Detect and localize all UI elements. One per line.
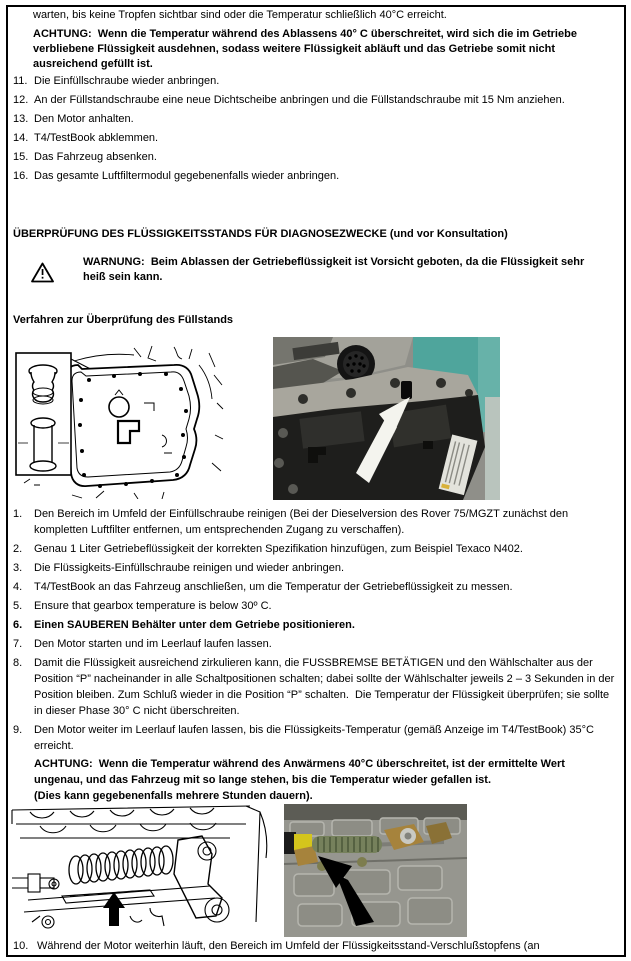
step-item [13, 617, 617, 633]
warning-text: WARNUNG: Beim Ablassen der Getriebeflüssigkeit ist Vorsicht geboten, da die Flüssigkeit sehr heiß sein kann. [83, 256, 585, 283]
step-number: 8. [13, 657, 23, 669]
step-number: 10. [13, 940, 29, 952]
step-number: 11. [13, 75, 28, 87]
step-number: 9. [13, 724, 23, 736]
step-ten [13, 938, 617, 957]
step-list-upper [13, 73, 613, 187]
step-text: Den Motor anhalten. [34, 113, 134, 125]
step-text: Damit die Flüssigkeit ausreichend zirkulieren kann, die FUSSBREMSE BETÄTIGEN und den Wählschalter aus der Position “P” nacheinander in alle Schaltpositionen schalten; dabei sollte der Wählschalter jeweils 2 – 3 Sekunden in der Position bleiben. Zum Schluß wieder in die Position “P” schalten. Die Temperatur der Flüssigkeit überprüfen; sie sollte in dieser Phase 30° C nicht überschreiten. [34, 657, 615, 717]
step-text: Die Einfüllschraube wieder anbringen. [34, 75, 220, 87]
step-number: 6. [13, 619, 23, 631]
step-item [13, 598, 617, 614]
step-number: 15. [13, 151, 29, 163]
black-arrow-marker [103, 892, 125, 926]
step-item [13, 541, 617, 557]
step-text: Das Fahrzeug absenken. [34, 151, 157, 163]
step-item [13, 636, 617, 652]
caution-paragraph-lower: ACHTUNG: Wenn die Temperatur während des Anwärmens 40°C überschreitet, ist der ermittelte Wert ungenau, und das Fahrzeug mit so lange stehen, bis die Temperatur wieder gefallen ist. [34, 758, 565, 786]
step-text: Einen SAUBEREN Behälter unter dem Getriebe positionieren. [34, 619, 355, 631]
step-text: Genau 1 Liter Getriebeflüssigkeit der korrekten Spezifikation hinzufügen, zum Beispiel Texaco N402. [34, 543, 523, 555]
step-item [13, 506, 617, 538]
step-number: 2. [13, 543, 23, 555]
caution-paragraph-lower-note: (Dies kann gegebenenfalls mehrere Stunden dauern). [34, 790, 313, 802]
step-number: 3. [13, 562, 23, 574]
warning-triangle-icon [7, 255, 83, 283]
figure-selector-spring-drawing [10, 804, 276, 932]
step-text: Das gesamte Luftfiltermodul gegebenenfalls wieder anbringen. [34, 170, 340, 182]
step-text: Den Motor starten und im Leerlauf laufen lassen. [34, 638, 272, 650]
step-text: T4/TestBook an das Fahrzeug anschließen, um die Temperatur der Getriebeflüssigkeit zu messen. [34, 581, 513, 593]
step-text: Die Flüssigkeits-Einfüllschraube reinigen und wieder anbringen. [34, 562, 345, 574]
step-item [13, 560, 617, 576]
step-item [13, 73, 613, 89]
step-text: An der Füllstandschraube eine neue Dichtscheibe anbringen und die Füllstandschraube mit 15 Nm anziehen. [34, 94, 565, 106]
step-number: 1. [13, 508, 23, 520]
step-number: 14. [13, 132, 29, 144]
step-text: T4/TestBook abklemmen. [34, 132, 159, 144]
step-number: 12. [13, 94, 29, 106]
step-number: 13. [13, 113, 29, 125]
section-heading: ÜBERPRÜFUNG DES FLÜSSIGKEITSSTANDS FÜR DIAGNOSEZWECKE (und vor Konsultation) [13, 228, 508, 240]
step-item [13, 655, 617, 719]
step-list-lower [13, 506, 617, 757]
warning-block [7, 255, 617, 285]
step-item [13, 722, 617, 754]
step-text: Während der Motor weiterhin läuft, den Bereich im Umfeld der Flüssigkeitsstand-Verschlußstopfens (an [37, 940, 540, 952]
step-number: 7. [13, 638, 23, 650]
step-text: Den Bereich im Umfeld der Einfüllschraube reinigen (Bei der Dieselversion des Rover 75/MGZT zunächst den kompletten Luftfilter entfernen, um entsprechenden Zugang zu verschaffen). [34, 508, 569, 536]
step-item [13, 92, 613, 108]
step-item [13, 938, 617, 954]
figure-oil-pan-drawing [14, 345, 224, 499]
paragraph-continuation: warten, bis keine Tropfen sichtbar sind oder die Temperatur schließlich 40°C erreicht. [33, 9, 447, 21]
figure-gearbox-filler-photo [273, 337, 500, 500]
step-number: 5. [13, 600, 23, 612]
step-item [13, 149, 613, 165]
step-item [13, 111, 613, 127]
step-item [13, 130, 613, 146]
step-text: Ensure that gearbox temperature is below 30º C. [34, 600, 272, 612]
step-number: 16. [13, 170, 29, 182]
step-item [13, 579, 617, 595]
figure-level-plug-photo [284, 804, 467, 937]
step-text: Den Motor weiter im Leerlauf laufen lassen, bis die Flüssigkeits-Temperatur (gemäß Anzeige im T4/TestBook) 35°C erreicht. [34, 724, 594, 752]
step-number: 4. [13, 581, 23, 593]
subsection-heading: Verfahren zur Überprüfung des Füllstands [13, 314, 234, 326]
caution-paragraph-upper: ACHTUNG: Wenn die Temperatur während des Ablassens 40° C überschreitet, wird sich die im Getriebe verbliebene Flüssigkeit ausdehnen, sodass weitere Flüssigkeit abläuft und das Getriebe somit nicht ausreichend gefüllt ist. [33, 28, 577, 70]
step-item [13, 168, 613, 184]
